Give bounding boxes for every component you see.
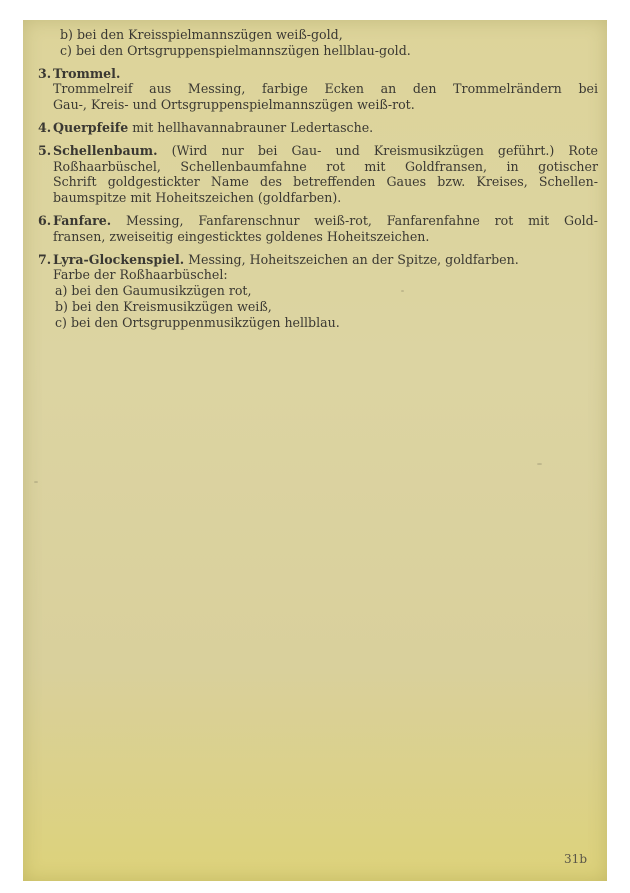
entry-body	[53, 252, 598, 331]
list-item: b) bei den Kreismusikzügen weiß,	[55, 298, 272, 314]
document-page	[23, 20, 607, 881]
paper-speck	[34, 481, 38, 483]
entry-heading: Schellenbaum.	[53, 142, 158, 158]
entry-line: Schrift goldgestickter Name des betreffenden Gaues bzw. Kreises, Schellen-	[53, 174, 598, 190]
entry-heading: Lyra-Glockenspiel.	[53, 251, 185, 267]
entry-number: 5.	[38, 142, 52, 158]
entry-number: 3.	[38, 65, 52, 81]
entry-trommel	[38, 66, 598, 113]
entry-lyra-glockenspiel	[38, 252, 598, 331]
entry-line: Farbe der Roßhaarbüschel:	[53, 267, 228, 283]
entry-heading: Trommel.	[53, 65, 121, 81]
entry-querpfeife	[38, 120, 598, 136]
entry-heading: Querpfeife	[53, 119, 129, 135]
entry-text: (Wird nur bei Gau- und Kreismusikzügen geführt.) Rote	[171, 142, 598, 158]
entry-schellenbaum	[38, 143, 598, 206]
page-content	[38, 27, 598, 331]
entry-line: Gau-, Kreis- und Ortsgruppenspielmannszügen weiß-rot.	[53, 97, 415, 113]
entry-text: Messing, Hoheitszeichen an der Spitze, goldfarben.	[188, 251, 519, 267]
entry-body	[53, 120, 598, 136]
intro-item-b: b) bei den Kreisspielmannszügen weiß-gold,	[60, 27, 343, 42]
paper-speck	[537, 463, 542, 465]
entry-number: 7.	[38, 251, 52, 267]
entry-text: mit hellhavannabrauner Ledertasche.	[132, 119, 374, 135]
entry-body	[53, 143, 598, 206]
entry-line: fransen, zweiseitig eingesticktes goldenes Hoheitszeichen.	[53, 228, 430, 244]
entry-number: 4.	[38, 119, 52, 135]
entry-body	[53, 66, 598, 113]
entry-line: baumspitze mit Hoheitszeichen (goldfarben).	[53, 190, 342, 206]
entry-line: Roßhaarbüschel, Schellenbaumfahne rot mit Goldfransen, in gotischer	[53, 158, 598, 174]
list-item: a) bei den Gaumusikzügen rot,	[55, 283, 252, 299]
entry-number: 6.	[38, 212, 52, 228]
intro-item-c: c) bei den Ortsgruppenspielmannszügen hellblau-gold.	[60, 42, 411, 58]
entry-line: Trommelreif aus Messing, farbige Ecken an den Trommelrändern bei	[53, 81, 598, 97]
page-number: 31b	[564, 852, 587, 866]
entry-fanfare	[38, 213, 598, 245]
entry-text: Messing, Fanfarenschnur weiß-rot, Fanfarenfahne rot mit Gold-	[126, 212, 598, 228]
entry-body	[53, 213, 598, 245]
list-item: c) bei den Ortsgruppenmusikzügen hellblau.	[55, 314, 340, 330]
paper-speck	[401, 290, 404, 292]
entry-heading: Fanfare.	[53, 212, 112, 228]
